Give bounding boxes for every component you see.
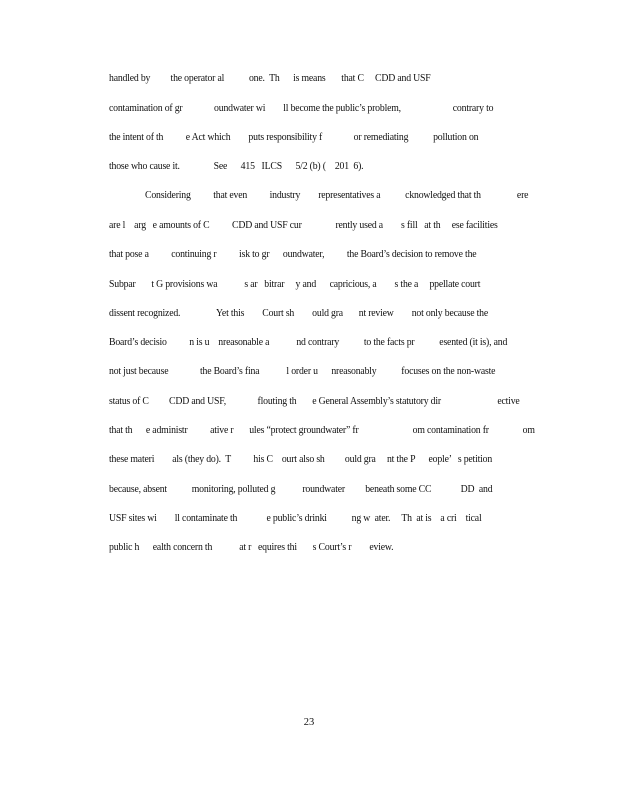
- body-text-line: contamination of gr oundwater wi ll become the public’s problem, contrary to: [109, 103, 494, 114]
- body-text-line: USF sites wi ll contaminate th e public’s drinki ng w ater. Th at is a cri tical: [109, 513, 482, 524]
- body-text-line: status of C CDD and USF, flouting th e General Assembly’s statutory dir ective: [109, 396, 520, 407]
- body-text-line: handled by the operator al one. Th is means that C CDD and USF: [109, 73, 431, 84]
- body-text-line: that pose a continuing r isk to gr oundwater, the Board’s decision to remove the: [109, 249, 477, 260]
- body-text-line: the intent of th e Act which puts responsibility f or remediating pollution on: [109, 132, 479, 143]
- body-text-line: Subpar t G provisions wa s ar bitrar y and capricious, a s the a ppellate court: [109, 279, 481, 290]
- page-number: 23: [303, 717, 315, 728]
- body-text-line: these materi als (they do). T his C ourt also sh ould gra nt the P eople’ s petition: [109, 454, 493, 465]
- body-text-line: Considering that even industry representatives a cknowledged that th ere: [145, 190, 529, 201]
- body-text-line: dissent recognized. Yet this Court sh ould gra nt review not only because the: [109, 308, 488, 319]
- body-text-line: that th e administr ative r ules “protect groundwater” fr om contamination fr om: [109, 425, 535, 436]
- body-text-line: not just because the Board’s fina l order u nreasonably focuses on the non-waste: [109, 366, 496, 377]
- body-text-line: are l arg e amounts of C CDD and USF cur rently used a s fill at th ese facilities: [109, 220, 498, 231]
- body-text-line: Board’s decisio n is u nreasonable a nd contrary to the facts pr esented (it is), and: [109, 337, 508, 348]
- body-text-line: those who cause it. See 415 ILCS 5/2 (b) ( 201 6).: [109, 161, 364, 172]
- body-text-line: because, absent monitoring, polluted g roundwater beneath some CC DD and: [109, 484, 493, 495]
- body-text-line: public h ealth concern th at r equires thi s Court’s r eview.: [109, 542, 394, 553]
